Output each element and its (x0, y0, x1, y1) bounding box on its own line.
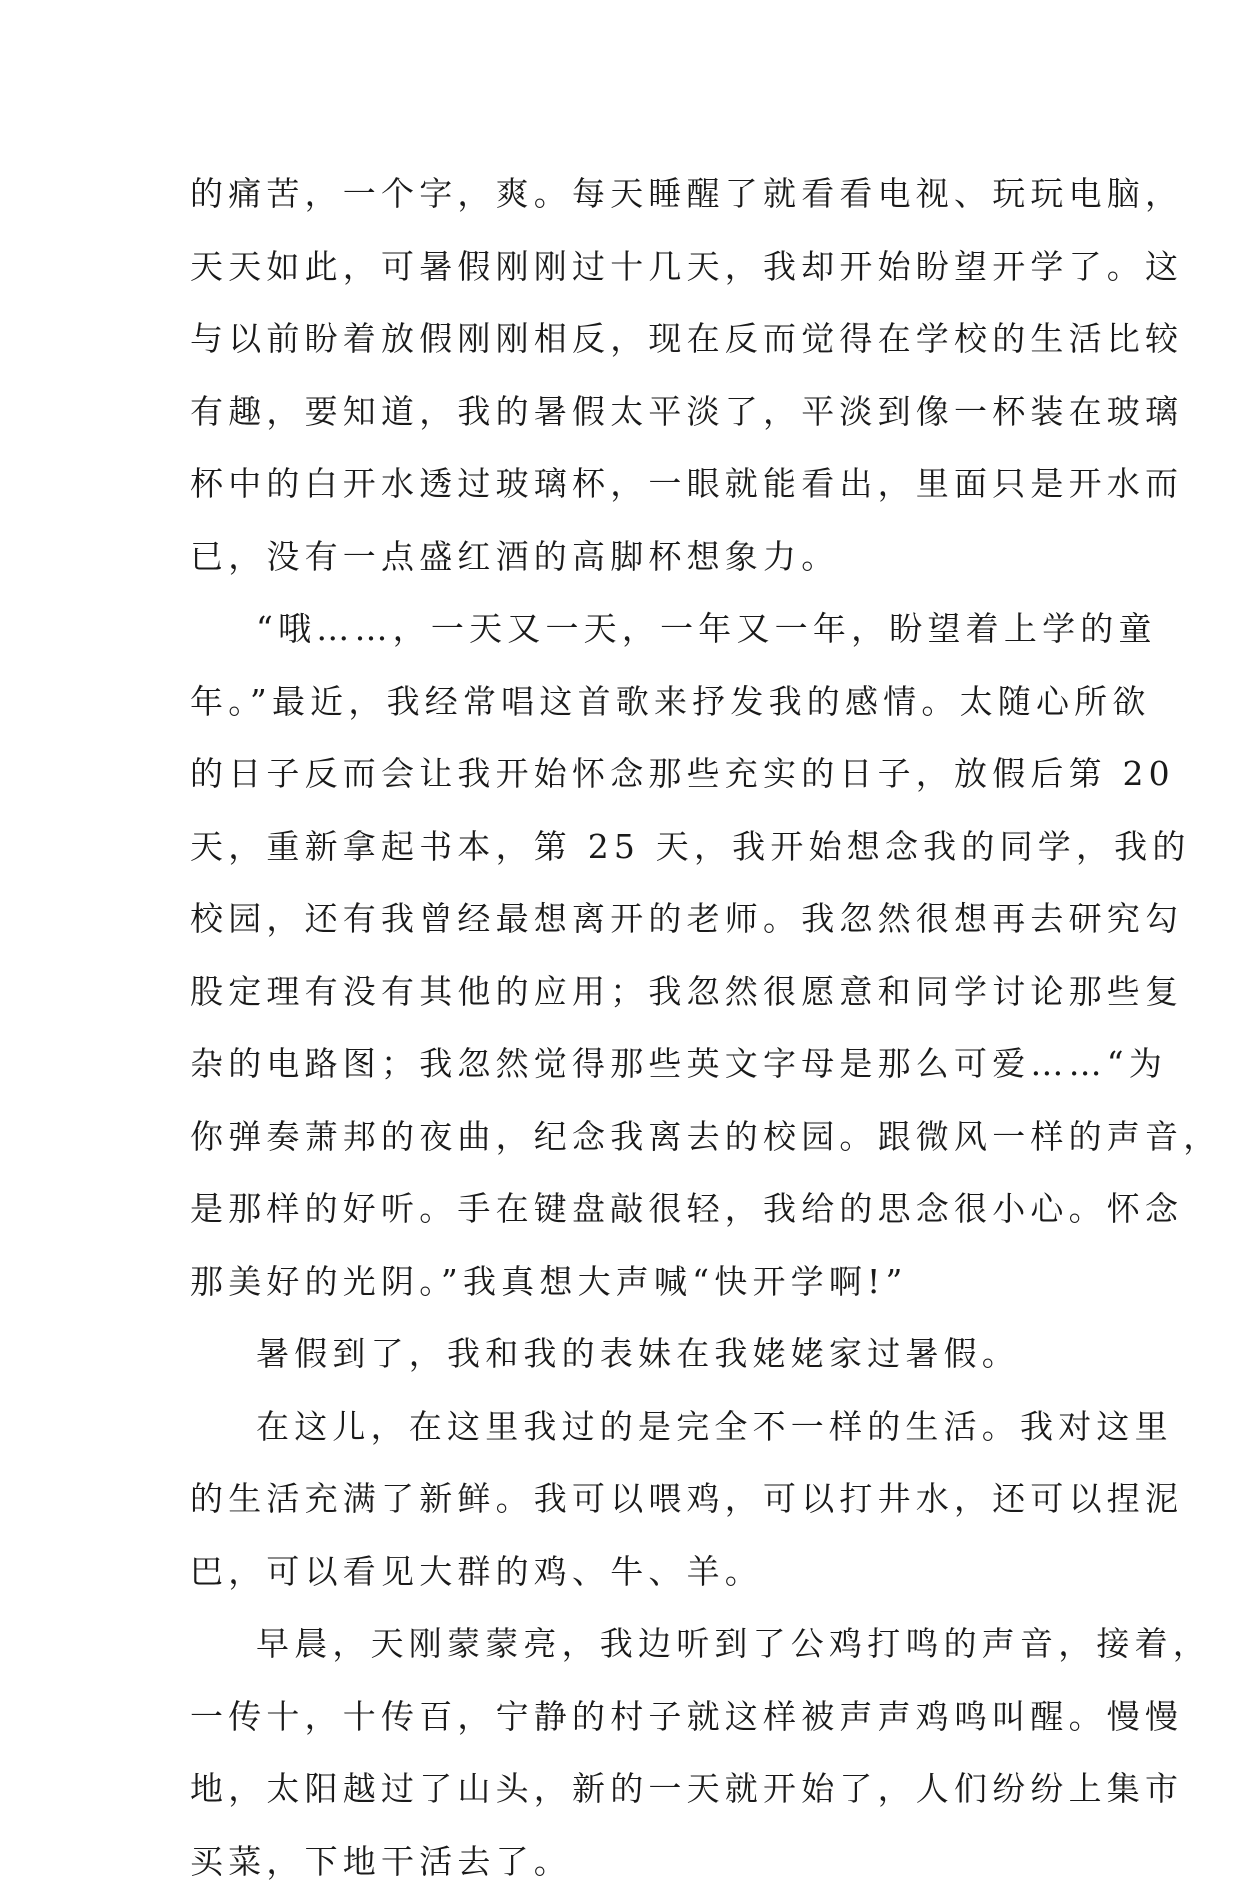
text-line: 杯中的白开水透过玻璃杯，一眼就能看出，里面只是开水而 (190, 448, 1050, 521)
text-line: 巴，可以看见大群的鸡、牛、羊。 (190, 1536, 1050, 1609)
text-line: 早晨，天刚蒙蒙亮，我边听到了公鸡打鸣的声音，接着， (190, 1608, 1050, 1681)
text-line: 的日子反而会让我开始怀念那些充实的日子，放假后第 20 (190, 738, 1050, 811)
text-line: 杂的电路图；我忽然觉得那些英文字母是那么可爱……“为 (190, 1028, 1050, 1101)
text-line: 是那样的好听。手在键盘敲很轻，我给的思念很小心。怀念 (190, 1173, 1050, 1246)
text-line: 地，太阳越过了山头，新的一天就开始了，人们纷纷上集市 (190, 1753, 1050, 1826)
text-line: 的痛苦，一个字，爽。每天睡醒了就看看电视、玩玩电脑， (190, 158, 1050, 231)
text-line: 校园，还有我曾经最想离开的老师。我忽然很想再去研究勾 (190, 883, 1050, 956)
text-line: 买菜，下地干活去了。 (190, 1826, 1050, 1898)
document-body (190, 158, 1050, 1898)
text-line: 股定理有没有其他的应用；我忽然很愿意和同学讨论那些复 (190, 956, 1050, 1029)
text-line: 那美好的光阴。”我真想大声喊“快开学啊!” (190, 1246, 1050, 1319)
text-line: 已，没有一点盛红酒的高脚杯想象力。 (190, 521, 1050, 594)
text-line: 有趣，要知道，我的暑假太平淡了，平淡到像一杯装在玻璃 (190, 376, 1050, 449)
text-line: 天天如此，可暑假刚刚过十几天，我却开始盼望开学了。这 (190, 231, 1050, 304)
text-line: 天，重新拿起书本，第 25 天，我开始想念我的同学，我的 (190, 811, 1050, 884)
text-line: 一传十，十传百，宁静的村子就这样被声声鸡鸣叫醒。慢慢 (190, 1681, 1050, 1754)
text-line: 年。”最近，我经常唱这首歌来抒发我的感情。太随心所欲 (190, 666, 1050, 739)
text-line: 的生活充满了新鲜。我可以喂鸡，可以打井水，还可以捏泥 (190, 1463, 1050, 1536)
text-line: 在这儿，在这里我过的是完全不一样的生活。我对这里 (190, 1391, 1050, 1464)
text-line: 暑假到了，我和我的表妹在我姥姥家过暑假。 (190, 1318, 1050, 1391)
text-line: “哦……，一天又一天，一年又一年，盼望着上学的童 (190, 593, 1050, 666)
text-line: 你弹奏萧邦的夜曲，纪念我离去的校园。跟微风一样的声音， (190, 1101, 1050, 1174)
text-line: 与以前盼着放假刚刚相反，现在反而觉得在学校的生活比较 (190, 303, 1050, 376)
